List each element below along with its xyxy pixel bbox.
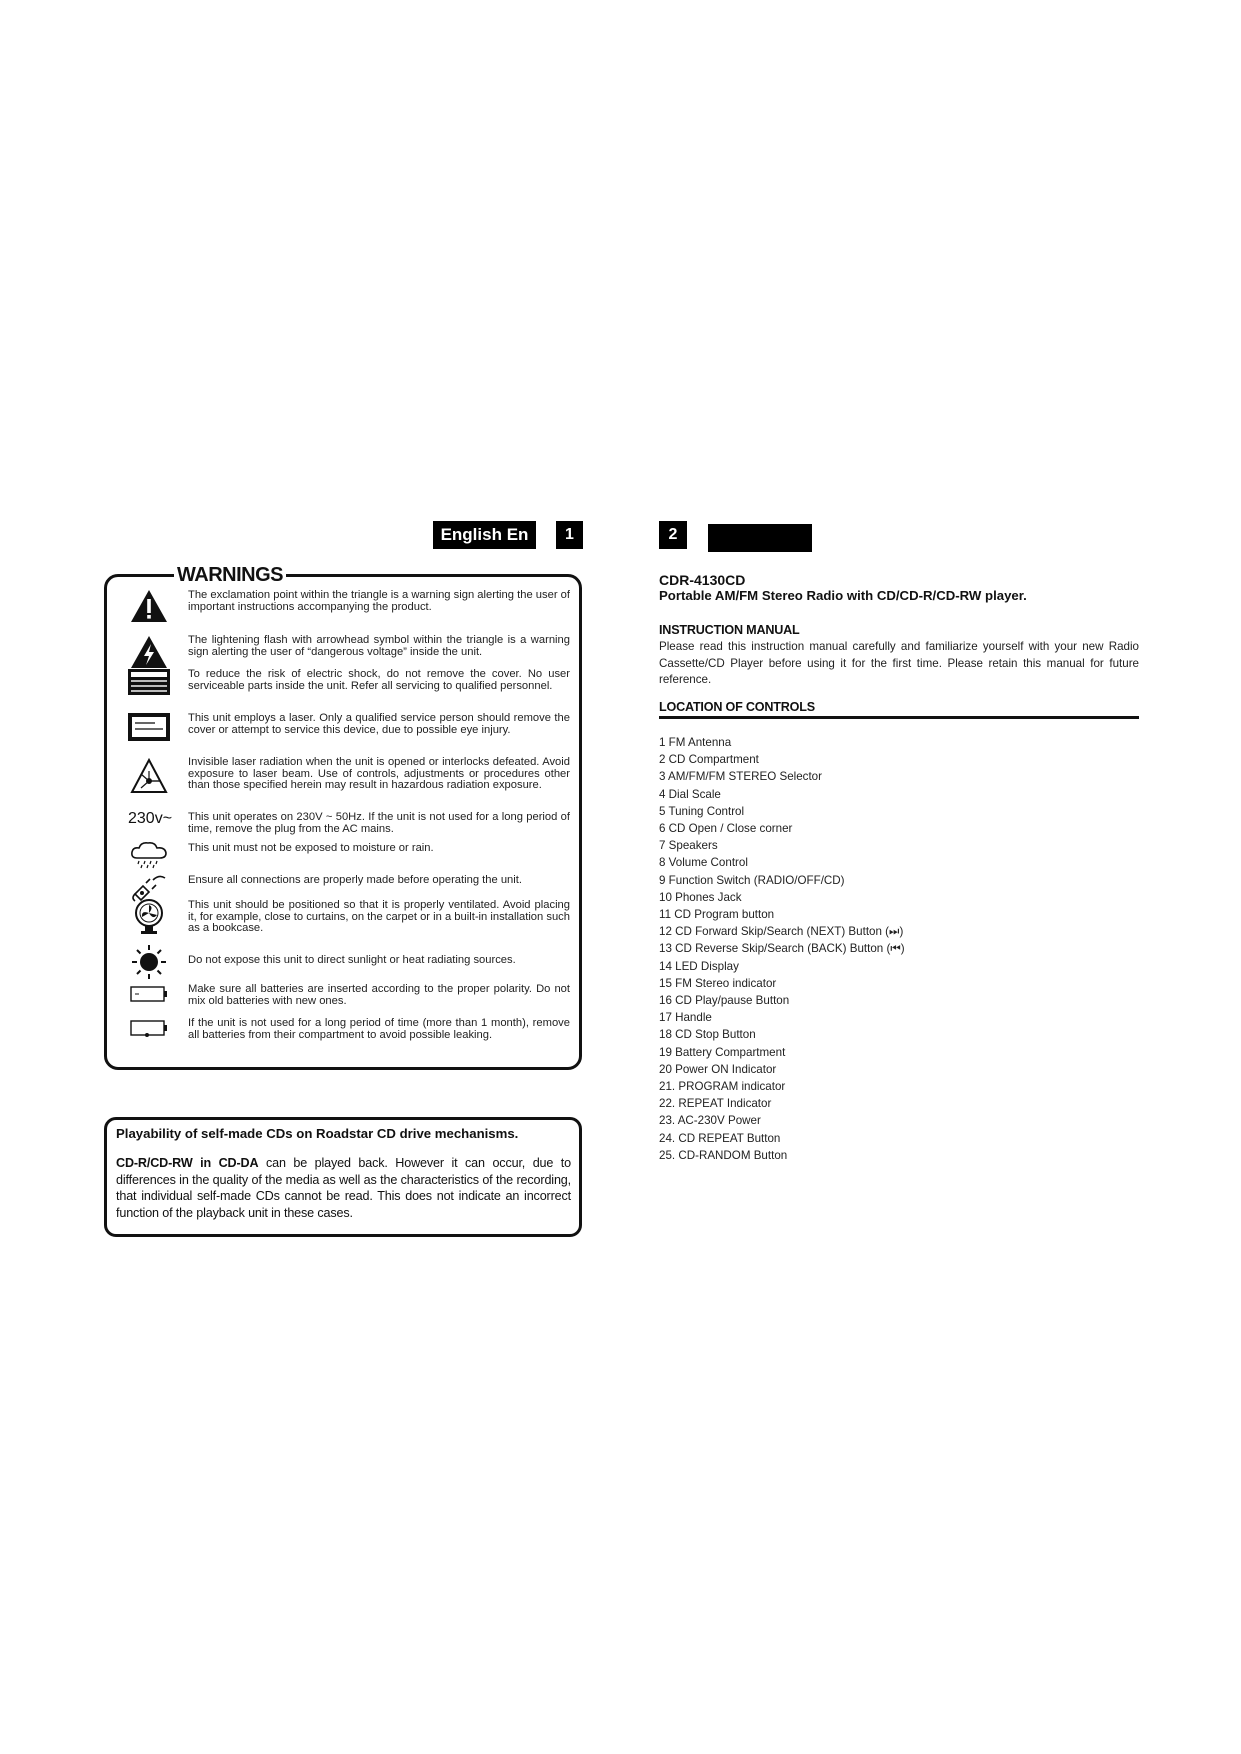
list-item: 15 FM Stereo indicator — [659, 976, 777, 990]
list-item: 14 LED Display — [659, 959, 739, 973]
list-item: 20 Power ON Indicator — [659, 1062, 777, 1076]
list-item: 10 Phones Jack — [659, 890, 742, 904]
manual-intro: Please read this instruction manual carefully and familiarize yourself with your new Radio Cassette/CD Player before using it for the first time. Please retain this manual for future reference. — [659, 640, 1139, 686]
exclamation-triangle-icon — [114, 588, 184, 624]
list-item: 8 Volume Control — [659, 856, 748, 870]
heading-rule — [659, 716, 1139, 719]
page-number-right: 2 — [659, 521, 687, 549]
rain-cloud-icon — [114, 840, 184, 870]
list-item: 3 AM/FM/FM STEREO Selector — [659, 770, 822, 784]
list-item: 4 Dial Scale — [659, 787, 721, 801]
class1-laser-label-icon — [114, 713, 184, 741]
list-item: 24. CD REPEAT Button — [659, 1131, 781, 1145]
playability-lead: CD-R/CD-RW in CD-DA — [116, 1156, 259, 1170]
page-number-left: 1 — [556, 521, 583, 549]
warnings-title: WARNINGS — [174, 562, 286, 588]
list-item: 5 Tuning Control — [659, 804, 745, 818]
language-tab: English En — [433, 521, 536, 549]
list-item: 13 CD Reverse Skip/Search (BACK) Button (⏮) — [659, 942, 905, 956]
instruction-manual-heading: INSTRUCTION MANUAL — [659, 623, 800, 637]
list-item: 11 CD Program button — [659, 908, 775, 922]
voltage-label: 230v~ — [128, 810, 173, 827]
controls-list — [659, 734, 905, 1164]
list-item: 23. AC-230V Power — [659, 1114, 761, 1128]
controls-heading: LOCATION OF CONTROLS — [659, 700, 815, 714]
lightning-triangle-icon — [114, 634, 184, 670]
list-item: 25. CD-RANDOM Button — [659, 1148, 788, 1162]
playability-text: can be played back. However it can occur, due to differences in the quality of the media as well as the characteristics of the recording, that individual self-made CDs cannot be read. This does not indicate an incorrect function of the playback unit in these cases. — [116, 1156, 572, 1220]
caution-label-icon — [114, 669, 184, 695]
list-item: 19 Battery Compartment — [659, 1045, 786, 1059]
list-item: 7 Speakers — [659, 839, 718, 853]
list-item: 18 CD Stop Button — [659, 1028, 756, 1042]
list-item: 9 Function Switch (RADIO/OFF/CD) — [659, 873, 845, 887]
battery-icon — [114, 1018, 184, 1040]
list-item: 21. PROGRAM indicator — [659, 1080, 786, 1094]
list-item: 17 Handle — [659, 1011, 712, 1025]
laser-radiation-triangle-icon — [114, 757, 184, 795]
battery-polarity-icon — [114, 984, 184, 1004]
sun-icon — [114, 943, 184, 981]
list-item: 16 CD Play/pause Button — [659, 994, 790, 1008]
product-subtitle: Portable AM/FM Stereo Radio with CD/CD-R/CD-RW player. — [659, 588, 1027, 603]
list-item: 6 CD Open / Close corner — [659, 822, 793, 836]
list-item: 12 CD Forward Skip/Search (NEXT) Button (⏭) — [659, 925, 904, 939]
list-item: 1 FM Antenna — [659, 736, 732, 749]
ventilation-fan-icon — [114, 898, 184, 936]
model-number: CDR-4130CD — [659, 572, 746, 588]
playability-body — [116, 1155, 571, 1221]
list-item: 22. REPEAT Indicator — [659, 1097, 772, 1111]
playability-title: Playability of self-made CDs on Roadstar CD drive mechanisms. — [116, 1126, 519, 1141]
list-item: 2 CD Compartment — [659, 753, 759, 767]
header-bar — [708, 524, 812, 552]
